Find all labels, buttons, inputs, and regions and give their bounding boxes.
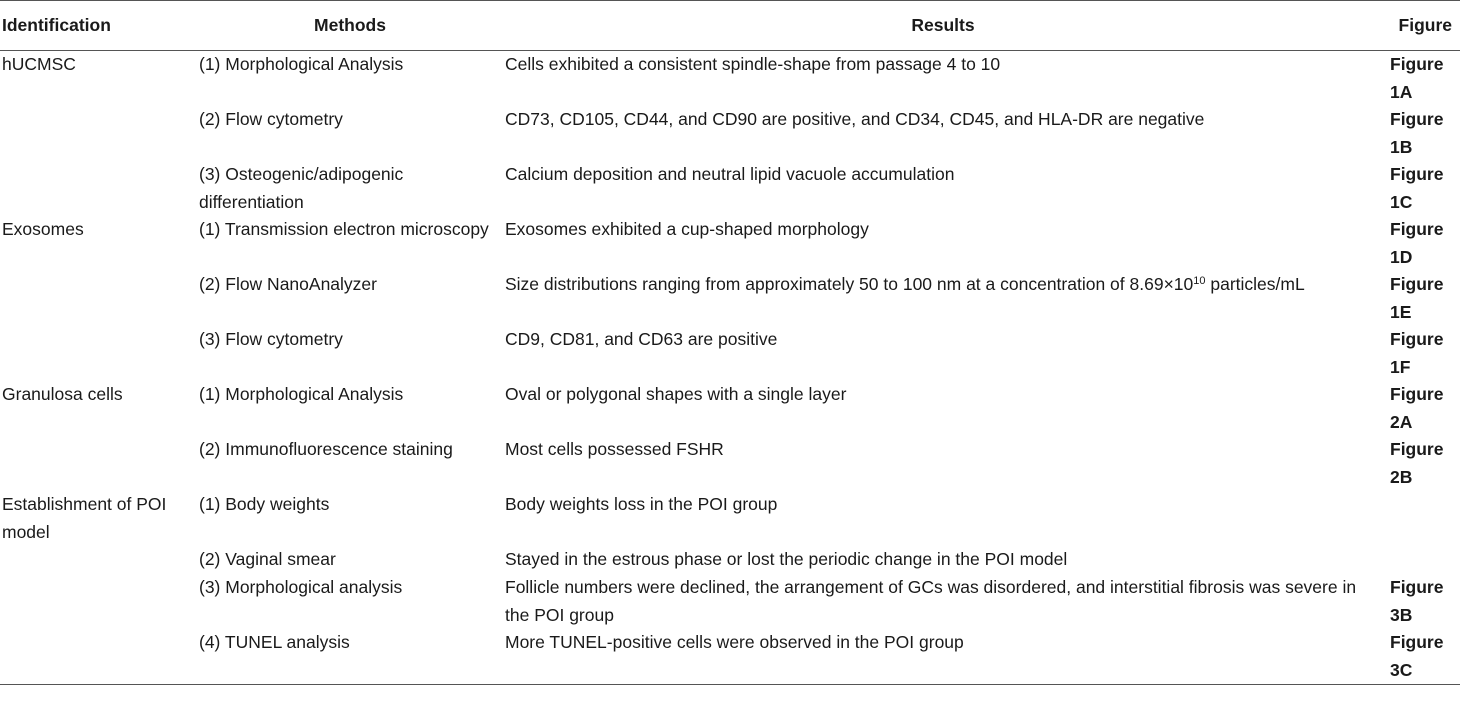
method-cell: (2) Flow cytometry [199, 109, 343, 129]
figure-id: 1C [1390, 191, 1413, 212]
method-cell: (1) Body weights [199, 494, 330, 514]
figure-id: 1D [1390, 246, 1413, 267]
method-cell: (3) Osteogenic/adipogenic differentiation [199, 164, 404, 212]
result-cell: Oval or polygonal shapes with a single layer [505, 384, 847, 404]
identification-cell [0, 106, 197, 161]
figure-cell [1383, 491, 1460, 546]
table-row [0, 546, 1460, 574]
figure-word: Figure [1390, 577, 1444, 597]
header-results: Results [503, 1, 1383, 51]
figure-id: 2B [1390, 466, 1413, 487]
result-cell: Calcium deposition and neutral lipid vacuole accumulation [505, 164, 955, 184]
table-row [0, 326, 1460, 381]
result-cell: Body weights loss in the POI group [505, 494, 778, 514]
result-cell: Cells exhibited a consistent spindle-shape from passage 4 to 10 [505, 54, 1001, 74]
table-body [0, 51, 1460, 685]
figure-id: 3C [1390, 659, 1413, 680]
result-cell: Follicle numbers were declined, the arrangement of GCs was disordered, and interstitial fibrosis was severe in the POI group [505, 577, 1357, 625]
table-row [0, 51, 1460, 107]
identification-cell: Granulosa cells [2, 384, 123, 404]
header-methods: Methods [197, 1, 503, 51]
method-cell: (3) Morphological analysis [199, 577, 403, 597]
result-cell: More TUNEL-positive cells were observed in the POI group [503, 629, 1383, 685]
result-cell [503, 271, 1383, 326]
method-cell: (2) Immunofluorescence staining [199, 439, 453, 459]
result-text: Size distributions ranging from approximately 50 to 100 nm at a concentration of 8.69×10 [505, 274, 1194, 294]
identification-cell: hUCMSC [2, 54, 76, 74]
table-row [0, 381, 1460, 436]
identification-cell [0, 326, 197, 381]
identification-cell [0, 436, 197, 491]
identification-cell: Establishment of POI model [2, 494, 167, 542]
table-row [0, 106, 1460, 161]
figure-word: Figure [1390, 274, 1444, 294]
figure-cell [1383, 106, 1460, 161]
table-row [0, 491, 1460, 546]
figure-id: 1B [1390, 136, 1413, 157]
figure-cell [1383, 51, 1460, 107]
figure-id: 1E [1390, 301, 1412, 322]
figure-id: 1F [1390, 356, 1411, 377]
table-row [0, 271, 1460, 326]
result-cell: Stayed in the estrous phase or lost the periodic change in the POI model [505, 549, 1068, 569]
method-cell: (4) TUNEL analysis [197, 629, 503, 685]
figure-word: Figure [1390, 54, 1444, 74]
identification-cell [0, 271, 197, 326]
method-cell: (1) Morphological Analysis [199, 384, 404, 404]
result-cell: Most cells possessed FSHR [505, 439, 724, 459]
result-text-end: particles/mL [1205, 274, 1305, 294]
figure-word: Figure [1390, 439, 1444, 459]
method-cell: (3) Flow cytometry [199, 329, 343, 349]
figure-cell [1383, 326, 1460, 381]
identification-cell: Exosomes [2, 219, 84, 239]
figure-word: Figure [1390, 219, 1444, 239]
method-cell: (1) Morphological Analysis [199, 54, 404, 74]
identification-cell [0, 161, 197, 216]
figure-cell [1383, 216, 1460, 271]
result-cell: CD9, CD81, and CD63 are positive [505, 329, 778, 349]
figure-id: 3B [1390, 604, 1413, 625]
method-cell: (2) Vaginal smear [199, 549, 336, 569]
identification-cell [0, 546, 197, 574]
method-cell: (1) Transmission electron microscopy [199, 219, 489, 239]
figure-word: Figure [1390, 384, 1444, 404]
table-row [0, 216, 1460, 271]
header-identification: Identification [0, 1, 197, 51]
figure-word: Figure [1390, 632, 1444, 652]
table-row [0, 161, 1460, 216]
header-figure: Figure [1383, 1, 1460, 51]
identification-cell [0, 629, 197, 685]
figure-id: 1A [1390, 81, 1413, 102]
figure-cell [1383, 629, 1460, 685]
figure-cell [1383, 574, 1460, 629]
table-row [0, 436, 1460, 491]
figure-word: Figure [1390, 109, 1444, 129]
figure-cell [1383, 436, 1460, 491]
header-row [0, 1, 1460, 51]
table-row [0, 574, 1460, 629]
figure-word: Figure [1390, 329, 1444, 349]
figure-word: Figure [1390, 164, 1444, 184]
figure-cell [1383, 271, 1460, 326]
figure-id: 2A [1390, 411, 1413, 432]
table-header [0, 1, 1460, 51]
figure-cell [1383, 381, 1460, 436]
identification-cell [0, 574, 197, 629]
table-row [0, 629, 1460, 685]
figure-cell [1383, 161, 1460, 216]
figure-cell [1383, 546, 1460, 574]
result-cell: Exosomes exhibited a cup-shaped morphology [505, 219, 869, 239]
method-cell: (2) Flow NanoAnalyzer [199, 274, 377, 294]
result-exponent: 10 [1193, 275, 1206, 287]
result-cell: CD73, CD105, CD44, and CD90 are positive, and CD34, CD45, and HLA-DR are negative [505, 109, 1205, 129]
